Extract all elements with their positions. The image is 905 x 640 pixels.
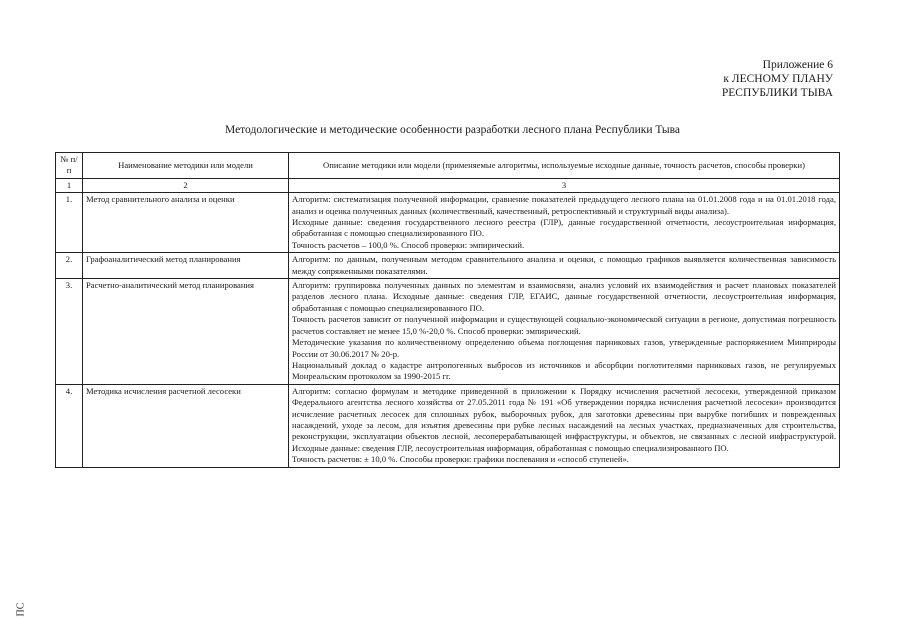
- desc-paragraph: Точность расчетов зависит от полученной информации и существующей социально-экономической ситуации в регионе, допустимая погрешность расчетов составляет не менее 15,0 %-20,0 %. Способ проверки: эмпирический.: [292, 314, 836, 336]
- header-num: № п/п: [56, 153, 83, 179]
- row-desc: [289, 384, 840, 467]
- methods-table: [55, 152, 840, 468]
- appendix-line-3: РЕСПУБЛИКИ ТЫВА: [721, 87, 833, 99]
- row-desc: [289, 193, 840, 253]
- header-name: Наименование методики или модели: [83, 153, 289, 179]
- column-number-2: 2: [83, 178, 289, 192]
- table-row: [56, 384, 840, 467]
- row-desc: [289, 253, 840, 279]
- row-name: Расчетно-аналитический метод планирования: [83, 279, 289, 385]
- desc-paragraph: Исходные данные: сведения государственного лесного реестра (ГЛР), данные государственной отчетности, лесоустроительная информация, обработанная с помощью специализированного ПО.: [292, 217, 836, 239]
- table-row: [56, 253, 840, 279]
- document-title: Методологические и методические особенности разработки лесного плана Республики Тыва: [225, 124, 680, 136]
- row-num: 3.: [56, 279, 83, 385]
- appendix-line-2: к ЛЕСНОМУ ПЛАНУ: [723, 73, 833, 85]
- row-num: 4.: [56, 384, 83, 467]
- desc-paragraph: Алгоритм: согласно формулам и методике приведенной в приложении к Порядку исчисления расчетной лесосеки, утвержденной приказом Федерального агентства лесного хозяйства от 27.05.2011 года № 191 «Об утверждении порядка исчисления расчетной лесосеки» производится исчисление расчетных лесосек для сплошных рубок, выборочных рубок, для заготовки древесины при вырубке погибших и поврежденных насаждений, уходе за лесом, для изъятия древесины при рубке лесных насаждений на лесных участках, предназначенных для строительства, реконструкции, эксплуатации объектов лесной, лесоперерабатывающей инфраструктуры, и объектов, не связанных с лесной инфраструктурой. Исходные данные: сведения ГЛР, лесоустроительная информация, обработанная с помощью специализированного ПО.: [292, 385, 836, 453]
- row-num: 1.: [56, 193, 83, 253]
- desc-paragraph: Алгоритм: группировка полученных данных по элементам и взаимосвязи, анализ условий их взаимодействия и расчет плановых показателей разделов лесного плана. Исходные данные: сведения ГЛР, ЕГАИС, данные государственной отчетности, лесоустроительная информация, обработанная с помощью специализированного ПО.: [292, 280, 836, 313]
- desc-paragraph: Национальный доклад о кадастре антропогенных выбросов из источников и абсорбции поглотителями парниковых газов, не регулируемых Монреальским протоколом за 1990-2015 гг.: [292, 359, 836, 382]
- table-row: [56, 193, 840, 253]
- desc-paragraph: Алгоритм: систематизация полученной информации, сравнение показателей предыдущего лесного плана на 01.01.2008 года и на 01.01.2018 года, анализ и оценка полученных данных (количественный, качественный, ретроспективный и структурный виды анализа).: [292, 194, 836, 216]
- appendix-line-1: Приложение 6: [762, 59, 833, 71]
- desc-paragraph: Методические указания по количественному определению объема поглощения парниковых газов, утвержденные распоряжением Минприроды России от 30.06.2017 № 20-р.: [292, 337, 836, 359]
- column-number-row: [56, 178, 840, 192]
- column-number-1: 1: [56, 178, 83, 192]
- row-name: Методика исчисления расчетной лесосеки: [83, 384, 289, 467]
- appendix-header: [722, 58, 833, 100]
- row-name: Метод сравнительного анализа и оценки: [83, 193, 289, 253]
- header-desc: Описание методики или модели (применяемые алгоритмы, используемые исходные данные, точность расчетов, способы проверки): [289, 153, 840, 179]
- desc-paragraph: Точность расчетов – 100,0 %. Способ проверки: эмпирический.: [292, 239, 525, 250]
- row-num: 2.: [56, 253, 83, 279]
- table-row: [56, 279, 840, 385]
- column-number-3: 3: [289, 178, 840, 192]
- row-name: Графоаналитический метод планирования: [83, 253, 289, 279]
- desc-paragraph: Точность расчетов: ± 10,0 %. Способы проверки: графики поспевания и «способ ступеней».: [292, 454, 629, 465]
- margin-mark: ПС: [15, 602, 27, 617]
- row-desc: [289, 279, 840, 385]
- table-header-row: [56, 153, 840, 179]
- desc-paragraph: Алгоритм: по данным, полученным методом сравнительного анализа и оценки, с помощью графиков выявляется количественная зависимость между сопряженными показателями.: [292, 254, 836, 276]
